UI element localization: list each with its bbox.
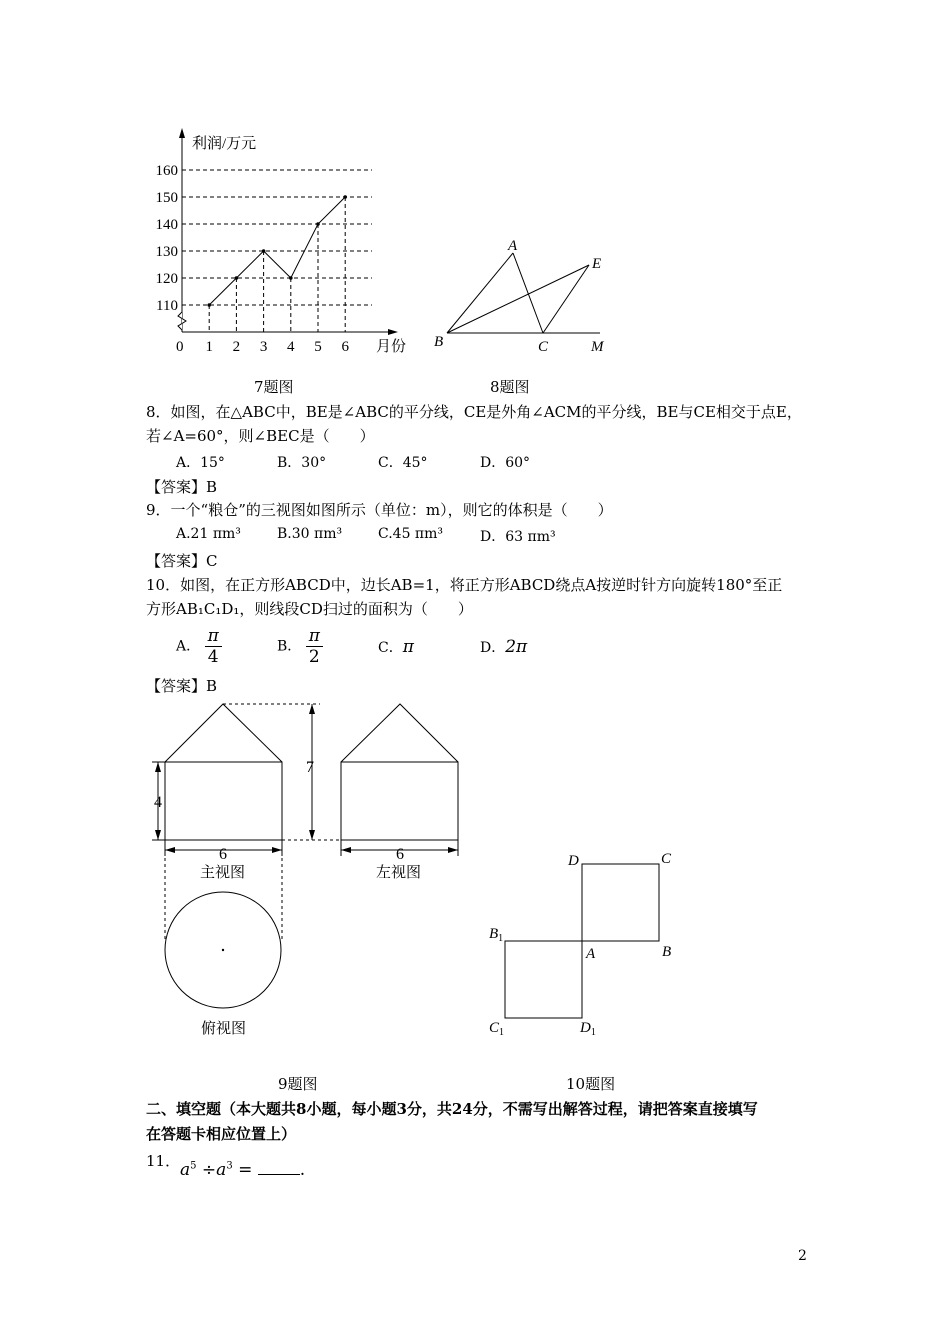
fig9-left-view-label: 左视图 [376,865,422,881]
fig10-label-b: B [662,944,672,960]
chart-point [316,222,320,226]
fig9-caption: 9题图 [278,1075,318,1093]
fig8-label-e: E [592,256,602,272]
fig8-caption: 8题图 [490,378,530,396]
chart-point [262,249,266,253]
fig10-label-d: D [568,853,579,869]
chart-xtick-label: 6 [341,339,349,355]
q10-option-b-fraction: $\frac{\pi}{2}$ [306,626,323,667]
q10-option-a-fraction: $\frac{\pi}{4}$ [205,626,222,667]
q9-option-d: D．63 πm³ [480,529,556,545]
q9-answer: 【答案】C [146,552,218,570]
chart-ytick-label: 130 [155,244,178,260]
q9-line1: 9．一个“粮仓”的三视图如图所示（单位：m），则它的体积是（ ） [146,501,613,519]
chart-xtick-label: 3 [259,339,268,355]
q8-option-b: B．30° [277,455,327,471]
q10-option-b: B． $\frac{\pi}{2}$ [277,626,323,667]
q9-option-c: C.45 πm³ [378,526,444,542]
fig9-dim-6-front: 6 [219,846,227,863]
fig9-dim-6-left: 6 [396,846,404,863]
chart-point [343,195,347,199]
fig10-label-c: C [661,851,672,867]
fig10-label-c1: $C_1$ [489,1020,505,1038]
fig9-dim-4: 4 [154,794,162,811]
fig8-label-c: C [538,339,549,355]
q8-answer: 【答案】B [146,478,218,496]
fig10-caption: 10题图 [566,1075,616,1093]
q10-option-c: C．π [378,637,414,657]
fig10-label-b1: $B_1$ [489,926,504,944]
q11-answer-blank[interactable] [258,1160,300,1175]
chart-xtick-label: 5 [314,339,322,355]
chart-xlabel: 月份 [376,339,407,355]
chart-point [235,276,239,280]
figure-9 [140,695,480,1045]
chart-xtick-label: 4 [287,339,295,355]
q8-option-c: C．45° [378,455,428,471]
q9-option-b: B.30 πm³ [277,526,343,542]
section2-heading-line2: 在答题卡相应位置上） [146,1125,297,1143]
figure-8 [430,230,620,360]
chart-ytick-label: 150 [155,190,178,206]
q10-option-a: A． $\frac{\pi}{4}$ [176,626,222,667]
chart-ytick-label: 140 [155,217,178,233]
fig10-label-a: A [586,946,596,962]
fig7-caption: 7题图 [254,378,294,396]
chart-xtick-label: 1 [205,339,213,355]
fig9-dim-7: 7 [306,759,314,776]
page-number: 2 [798,1248,807,1264]
fig10-label-d1: $D_1$ [580,1020,596,1038]
chart-ylabel: 利润/万元 [192,136,257,152]
q8-option-d: D．60° [480,455,531,471]
fig8-label-m: M [591,339,604,355]
q9-option-a: A.21 πm³ [176,526,241,542]
q8-line2: 若∠A=60°，则∠BEC是（ ） [146,427,375,445]
q11: 11． [146,1152,181,1170]
fig8-label-b: B [434,334,444,350]
q8-line1: 8．如图，在△ABC中，BE是∠ABC的平分线，CE是外角∠ACM的平分线，BE与CE相交于点E， [146,403,802,421]
fig8-label-a: A [508,238,518,254]
chart-xtick-label: 2 [232,339,241,355]
q8-option-a: A．15° [176,455,225,471]
q10-line1: 10．如图，在正方形ABCD中，边长AB=1，将正方形ABCD绕点A按逆时针方向旋转180°至正 [146,576,783,594]
section2-heading-line1: 二、填空题（本大题共8小题，每小题3分，共24分，不需写出解答过程，请把答案直接填写 [146,1100,758,1118]
fig9-top-view-label: 俯视图 [201,1021,247,1037]
chart-ytick-label: 110 [156,298,178,314]
chart-origin: 0 [176,339,184,355]
chart-7 [140,125,430,365]
q10-line2: 方形AB₁C₁D₁，则线段CD扫过的面积为（ ） [146,600,473,618]
chart-point [207,303,211,307]
figure-10 [480,845,680,1045]
fig9-front-view-label: 主视图 [200,865,246,881]
chart-ytick-label: 160 [155,163,178,179]
chart-ytick-label: 120 [155,271,178,287]
q10-answer: 【答案】B [146,677,218,695]
q11-expression: $a^5 \div a^3$ = . [180,1160,306,1180]
q10-option-d: D．2π [480,637,528,657]
chart-point [289,276,293,280]
